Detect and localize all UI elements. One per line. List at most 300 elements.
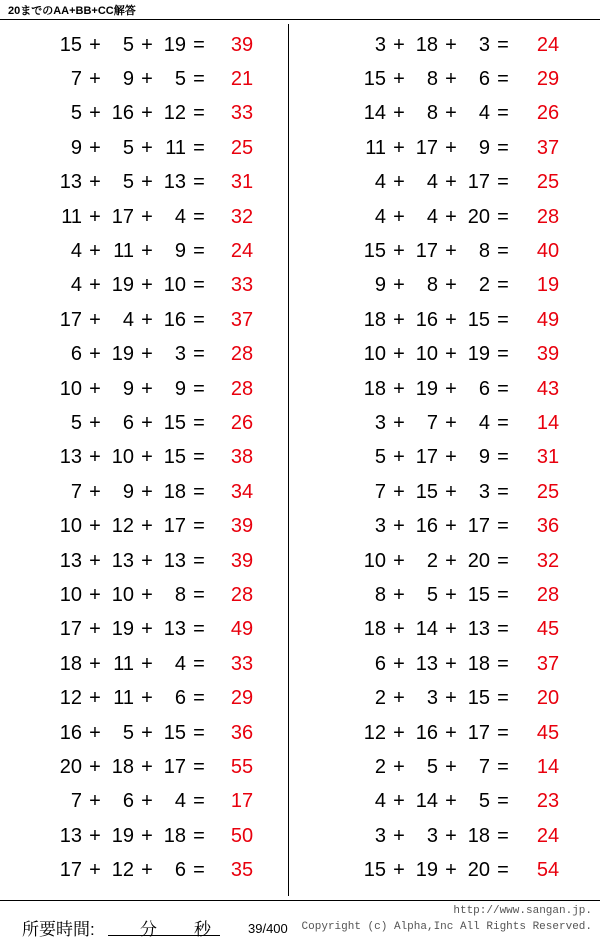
operand-c: 2 bbox=[478, 274, 490, 297]
plus-icon: + bbox=[393, 549, 405, 572]
answer-value: 32 bbox=[536, 549, 560, 572]
answer-value: 28 bbox=[536, 583, 560, 606]
problem-row bbox=[0, 750, 288, 784]
problem-expression bbox=[290, 274, 516, 297]
equals-icon: = bbox=[193, 583, 205, 606]
operand-c: 15 bbox=[467, 308, 490, 331]
operand-a: 15 bbox=[363, 240, 386, 263]
equals-icon: = bbox=[193, 687, 205, 710]
operand-b: 10 bbox=[111, 583, 134, 606]
problem-expression bbox=[290, 722, 516, 745]
plus-icon: + bbox=[89, 583, 101, 606]
plus-icon: + bbox=[445, 515, 457, 538]
problem-expression bbox=[0, 343, 212, 366]
problem-expression bbox=[0, 653, 212, 676]
operand-b: 14 bbox=[415, 618, 438, 641]
plus-icon: + bbox=[141, 859, 153, 882]
problem-row bbox=[0, 819, 288, 853]
plus-icon: + bbox=[393, 721, 405, 744]
equals-icon: = bbox=[497, 824, 509, 847]
operand-c: 16 bbox=[163, 308, 186, 331]
plus-icon: + bbox=[393, 446, 405, 469]
answer-value: 35 bbox=[230, 859, 254, 882]
problem-expression bbox=[290, 825, 516, 848]
operand-c: 8 bbox=[174, 583, 186, 606]
operand-b: 11 bbox=[113, 687, 134, 710]
problem-expression bbox=[0, 137, 212, 160]
plus-icon: + bbox=[393, 33, 405, 56]
problem-row bbox=[290, 372, 600, 406]
equals-icon: = bbox=[193, 549, 205, 572]
operand-a: 4 bbox=[374, 205, 386, 228]
problem-row bbox=[290, 441, 600, 475]
plus-icon: + bbox=[393, 136, 405, 159]
operand-c: 4 bbox=[478, 102, 490, 125]
plus-icon: + bbox=[141, 274, 153, 297]
problem-expression bbox=[0, 446, 212, 469]
equals-icon: = bbox=[193, 859, 205, 882]
plus-icon: + bbox=[393, 171, 405, 194]
problem-row bbox=[0, 441, 288, 475]
operand-c: 9 bbox=[478, 446, 490, 469]
problem-expression bbox=[290, 446, 516, 469]
plus-icon: + bbox=[393, 652, 405, 675]
plus-icon: + bbox=[141, 205, 153, 228]
problem-expression bbox=[290, 137, 516, 160]
answer-value: 28 bbox=[230, 377, 254, 400]
plus-icon: + bbox=[393, 755, 405, 778]
plus-icon: + bbox=[141, 721, 153, 744]
problem-expression bbox=[0, 825, 212, 848]
problem-row bbox=[290, 28, 600, 62]
answer-value: 45 bbox=[536, 618, 560, 641]
equals-icon: = bbox=[497, 274, 509, 297]
plus-icon: + bbox=[141, 824, 153, 847]
plus-icon: + bbox=[89, 652, 101, 675]
operand-c: 19 bbox=[163, 33, 186, 56]
problem-expression bbox=[0, 550, 212, 573]
plus-icon: + bbox=[89, 136, 101, 159]
equals-icon: = bbox=[497, 171, 509, 194]
plus-icon: + bbox=[89, 308, 101, 331]
problem-expression bbox=[290, 240, 516, 263]
operand-b: 17 bbox=[111, 205, 134, 228]
answer-value: 14 bbox=[536, 755, 560, 778]
equals-icon: = bbox=[193, 824, 205, 847]
operand-c: 15 bbox=[467, 687, 490, 710]
plus-icon: + bbox=[445, 549, 457, 572]
answer-value: 45 bbox=[536, 721, 560, 744]
plus-icon: + bbox=[89, 446, 101, 469]
operand-b: 15 bbox=[415, 480, 438, 503]
operand-c: 15 bbox=[163, 446, 186, 469]
equals-icon: = bbox=[497, 411, 509, 434]
problem-expression bbox=[0, 240, 212, 263]
answer-value: 25 bbox=[230, 136, 254, 159]
equals-icon: = bbox=[497, 205, 509, 228]
operand-a: 4 bbox=[374, 171, 386, 194]
plus-icon: + bbox=[141, 308, 153, 331]
operand-c: 12 bbox=[163, 102, 186, 125]
operand-c: 3 bbox=[478, 480, 490, 503]
answer-value: 33 bbox=[230, 102, 254, 125]
plus-icon: + bbox=[141, 136, 153, 159]
answer-value: 33 bbox=[230, 274, 254, 297]
problem-row bbox=[290, 647, 600, 681]
operand-b: 8 bbox=[426, 274, 438, 297]
operand-a: 11 bbox=[365, 136, 386, 159]
plus-icon: + bbox=[445, 308, 457, 331]
equals-icon: = bbox=[497, 859, 509, 882]
plus-icon: + bbox=[141, 583, 153, 606]
operand-c: 18 bbox=[163, 824, 186, 847]
operand-b: 3 bbox=[426, 687, 438, 710]
operand-c: 9 bbox=[478, 136, 490, 159]
answer-value: 55 bbox=[230, 755, 254, 778]
problem-row bbox=[290, 544, 600, 578]
answer-value: 24 bbox=[536, 824, 560, 847]
plus-icon: + bbox=[393, 790, 405, 813]
plus-icon: + bbox=[89, 859, 101, 882]
plus-icon: + bbox=[141, 446, 153, 469]
equals-icon: = bbox=[497, 240, 509, 263]
plus-icon: + bbox=[445, 240, 457, 263]
operand-a: 13 bbox=[59, 446, 82, 469]
operand-c: 5 bbox=[174, 68, 186, 91]
plus-icon: + bbox=[89, 343, 101, 366]
problem-row bbox=[0, 62, 288, 96]
equals-icon: = bbox=[497, 68, 509, 91]
operand-b: 19 bbox=[111, 343, 134, 366]
operand-c: 20 bbox=[467, 205, 490, 228]
operand-c: 20 bbox=[467, 549, 490, 572]
operand-b: 5 bbox=[122, 171, 134, 194]
operand-b: 5 bbox=[426, 583, 438, 606]
problem-expression bbox=[290, 618, 516, 641]
problem-expression bbox=[290, 34, 516, 57]
operand-c: 4 bbox=[478, 411, 490, 434]
plus-icon: + bbox=[141, 377, 153, 400]
equals-icon: = bbox=[497, 549, 509, 572]
operand-b: 14 bbox=[415, 790, 438, 813]
operand-c: 13 bbox=[467, 618, 490, 641]
problem-expression bbox=[290, 481, 516, 504]
problem-expression bbox=[290, 859, 516, 882]
equals-icon: = bbox=[497, 652, 509, 675]
operand-a: 3 bbox=[374, 411, 386, 434]
operand-b: 7 bbox=[426, 411, 438, 434]
problem-row bbox=[0, 303, 288, 337]
operand-a: 18 bbox=[363, 377, 386, 400]
problem-row bbox=[0, 647, 288, 681]
equals-icon: = bbox=[497, 721, 509, 744]
problem-expression bbox=[0, 274, 212, 297]
answer-value: 49 bbox=[230, 618, 254, 641]
operand-b: 16 bbox=[415, 308, 438, 331]
problem-column-right bbox=[290, 24, 600, 896]
plus-icon: + bbox=[141, 515, 153, 538]
equals-icon: = bbox=[193, 721, 205, 744]
plus-icon: + bbox=[445, 377, 457, 400]
problem-row bbox=[0, 853, 288, 887]
operand-c: 10 bbox=[163, 274, 186, 297]
problem-expression bbox=[290, 206, 516, 229]
operand-b: 3 bbox=[426, 824, 438, 847]
problem-row bbox=[0, 200, 288, 234]
operand-a: 9 bbox=[70, 136, 82, 159]
problem-row bbox=[290, 406, 600, 440]
equals-icon: = bbox=[193, 790, 205, 813]
plus-icon: + bbox=[393, 411, 405, 434]
plus-icon: + bbox=[141, 687, 153, 710]
answer-value: 29 bbox=[536, 68, 560, 91]
operand-c: 6 bbox=[174, 859, 186, 882]
operand-b: 12 bbox=[111, 515, 134, 538]
equals-icon: = bbox=[193, 446, 205, 469]
operand-c: 6 bbox=[478, 377, 490, 400]
plus-icon: + bbox=[141, 343, 153, 366]
problem-expression bbox=[0, 790, 212, 813]
equals-icon: = bbox=[497, 102, 509, 125]
plus-icon: + bbox=[393, 618, 405, 641]
equals-icon: = bbox=[193, 205, 205, 228]
answer-value: 25 bbox=[536, 480, 560, 503]
problem-row bbox=[290, 338, 600, 372]
operand-b: 13 bbox=[415, 652, 438, 675]
operand-c: 8 bbox=[478, 240, 490, 263]
operand-a: 5 bbox=[374, 446, 386, 469]
operand-c: 17 bbox=[467, 171, 490, 194]
operand-a: 12 bbox=[363, 721, 386, 744]
problem-expression bbox=[0, 378, 212, 401]
operand-c: 17 bbox=[163, 515, 186, 538]
operand-a: 16 bbox=[59, 721, 82, 744]
operand-b: 9 bbox=[122, 377, 134, 400]
answer-value: 26 bbox=[230, 411, 254, 434]
plus-icon: + bbox=[445, 171, 457, 194]
plus-icon: + bbox=[445, 68, 457, 91]
operand-c: 6 bbox=[174, 687, 186, 710]
plus-icon: + bbox=[445, 446, 457, 469]
operand-b: 17 bbox=[415, 446, 438, 469]
operand-a: 10 bbox=[59, 583, 82, 606]
operand-b: 19 bbox=[415, 859, 438, 882]
operand-a: 6 bbox=[374, 652, 386, 675]
operand-b: 4 bbox=[426, 205, 438, 228]
problem-expression bbox=[290, 378, 516, 401]
answer-value: 33 bbox=[230, 652, 254, 675]
header-divider-line bbox=[0, 19, 600, 20]
problem-row bbox=[290, 681, 600, 715]
problem-expression bbox=[290, 584, 516, 607]
problem-row bbox=[290, 475, 600, 509]
plus-icon: + bbox=[445, 480, 457, 503]
problem-expression bbox=[290, 550, 516, 573]
answer-value: 43 bbox=[536, 377, 560, 400]
answer-value: 39 bbox=[230, 549, 254, 572]
operand-b: 18 bbox=[111, 755, 134, 778]
operand-a: 18 bbox=[59, 652, 82, 675]
equals-icon: = bbox=[497, 480, 509, 503]
operand-a: 10 bbox=[363, 343, 386, 366]
problem-row bbox=[290, 234, 600, 268]
operand-b: 9 bbox=[122, 480, 134, 503]
plus-icon: + bbox=[393, 824, 405, 847]
plus-icon: + bbox=[445, 687, 457, 710]
operand-c: 15 bbox=[163, 721, 186, 744]
answer-value: 17 bbox=[230, 790, 254, 813]
equals-icon: = bbox=[497, 583, 509, 606]
problem-columns bbox=[0, 24, 600, 896]
equals-icon: = bbox=[193, 755, 205, 778]
answer-value: 29 bbox=[230, 687, 254, 710]
plus-icon: + bbox=[141, 790, 153, 813]
operand-a: 15 bbox=[363, 859, 386, 882]
plus-icon: + bbox=[393, 308, 405, 331]
operand-b: 4 bbox=[426, 171, 438, 194]
plus-icon: + bbox=[89, 274, 101, 297]
plus-icon: + bbox=[445, 790, 457, 813]
second-unit-label: 秒 bbox=[194, 920, 211, 939]
operand-a: 17 bbox=[59, 308, 82, 331]
problem-expression bbox=[0, 481, 212, 504]
problem-column-left bbox=[0, 24, 288, 896]
operand-a: 17 bbox=[59, 618, 82, 641]
operand-a: 5 bbox=[70, 102, 82, 125]
operand-b: 16 bbox=[111, 102, 134, 125]
problem-expression bbox=[290, 309, 516, 332]
operand-a: 10 bbox=[363, 549, 386, 572]
plus-icon: + bbox=[445, 343, 457, 366]
plus-icon: + bbox=[393, 480, 405, 503]
operand-a: 13 bbox=[59, 549, 82, 572]
plus-icon: + bbox=[393, 583, 405, 606]
equals-icon: = bbox=[193, 377, 205, 400]
plus-icon: + bbox=[141, 652, 153, 675]
answer-value: 25 bbox=[536, 171, 560, 194]
operand-c: 19 bbox=[467, 343, 490, 366]
problem-expression bbox=[0, 412, 212, 435]
operand-c: 9 bbox=[174, 240, 186, 263]
problem-row bbox=[290, 200, 600, 234]
plus-icon: + bbox=[141, 755, 153, 778]
operand-a: 8 bbox=[374, 583, 386, 606]
equals-icon: = bbox=[193, 515, 205, 538]
plus-icon: + bbox=[89, 515, 101, 538]
equals-icon: = bbox=[497, 446, 509, 469]
plus-icon: + bbox=[393, 343, 405, 366]
plus-icon: + bbox=[141, 549, 153, 572]
problem-row bbox=[0, 785, 288, 819]
problem-row bbox=[290, 97, 600, 131]
problem-expression bbox=[290, 756, 516, 779]
operand-a: 3 bbox=[374, 33, 386, 56]
problem-row bbox=[0, 97, 288, 131]
equals-icon: = bbox=[497, 136, 509, 159]
operand-c: 18 bbox=[163, 480, 186, 503]
problem-expression bbox=[0, 102, 212, 125]
operand-c: 15 bbox=[163, 411, 186, 434]
operand-b: 16 bbox=[415, 515, 438, 538]
problem-row bbox=[290, 303, 600, 337]
operand-a: 12 bbox=[59, 687, 82, 710]
operand-c: 13 bbox=[163, 618, 186, 641]
operand-b: 10 bbox=[415, 343, 438, 366]
answer-value: 28 bbox=[230, 583, 254, 606]
problem-row bbox=[290, 166, 600, 200]
plus-icon: + bbox=[393, 102, 405, 125]
operand-c: 18 bbox=[467, 824, 490, 847]
plus-icon: + bbox=[445, 652, 457, 675]
answer-value: 19 bbox=[536, 274, 560, 297]
operand-c: 20 bbox=[467, 859, 490, 882]
problem-row bbox=[290, 750, 600, 784]
operand-a: 3 bbox=[374, 824, 386, 847]
answer-value: 50 bbox=[230, 824, 254, 847]
answer-value: 36 bbox=[230, 721, 254, 744]
operand-c: 7 bbox=[478, 755, 490, 778]
operand-b: 17 bbox=[415, 240, 438, 263]
plus-icon: + bbox=[445, 824, 457, 847]
plus-icon: + bbox=[445, 721, 457, 744]
plus-icon: + bbox=[445, 274, 457, 297]
site-url: http://www.sangan.jp. bbox=[453, 905, 592, 917]
plus-icon: + bbox=[393, 859, 405, 882]
operand-c: 17 bbox=[163, 755, 186, 778]
operand-c: 17 bbox=[467, 515, 490, 538]
plus-icon: + bbox=[445, 102, 457, 125]
plus-icon: + bbox=[89, 240, 101, 263]
operand-b: 18 bbox=[415, 33, 438, 56]
operand-a: 7 bbox=[70, 68, 82, 91]
operand-a: 7 bbox=[70, 480, 82, 503]
operand-c: 4 bbox=[174, 652, 186, 675]
operand-a: 13 bbox=[59, 171, 82, 194]
plus-icon: + bbox=[89, 824, 101, 847]
answer-value: 32 bbox=[230, 205, 254, 228]
answer-value: 28 bbox=[230, 343, 254, 366]
plus-icon: + bbox=[445, 411, 457, 434]
plus-icon: + bbox=[393, 240, 405, 263]
operand-a: 10 bbox=[59, 515, 82, 538]
plus-icon: + bbox=[89, 549, 101, 572]
plus-icon: + bbox=[89, 480, 101, 503]
problem-expression bbox=[0, 34, 212, 57]
problem-expression bbox=[290, 171, 516, 194]
problem-row bbox=[0, 269, 288, 303]
equals-icon: = bbox=[193, 343, 205, 366]
problem-expression bbox=[0, 309, 212, 332]
operand-a: 18 bbox=[363, 618, 386, 641]
operand-b: 5 bbox=[122, 721, 134, 744]
answer-value: 21 bbox=[230, 68, 254, 91]
answer-value: 38 bbox=[230, 446, 254, 469]
time-label: 所要時間: bbox=[22, 920, 95, 939]
answer-value: 28 bbox=[536, 205, 560, 228]
footer-divider-line bbox=[0, 900, 600, 901]
equals-icon: = bbox=[497, 790, 509, 813]
answer-value: 39 bbox=[230, 33, 254, 56]
operand-c: 9 bbox=[174, 377, 186, 400]
operand-b: 6 bbox=[122, 411, 134, 434]
minute-unit-label: 分 bbox=[140, 920, 157, 939]
answer-value: 31 bbox=[230, 171, 254, 194]
operand-b: 19 bbox=[111, 824, 134, 847]
operand-a: 15 bbox=[363, 68, 386, 91]
operand-a: 4 bbox=[70, 274, 82, 297]
problem-expression bbox=[0, 756, 212, 779]
problem-row bbox=[0, 234, 288, 268]
